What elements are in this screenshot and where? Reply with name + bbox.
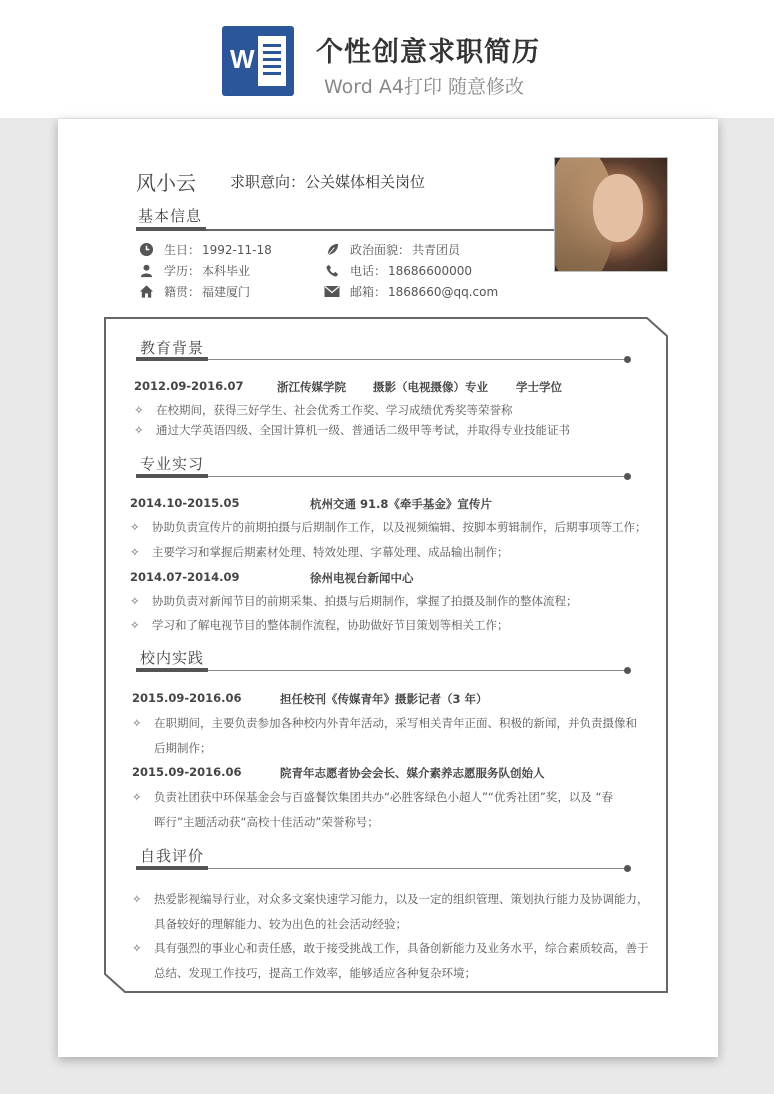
internship-date: 2014.10-2015.05 bbox=[130, 496, 240, 510]
campus-rule-dot bbox=[624, 667, 631, 674]
list-item: ✧ 在校期间，获得三好学生、社会优秀工作奖、学习成绩优秀奖等荣誉称 bbox=[134, 403, 513, 417]
education-degree: 学士学位 bbox=[516, 380, 562, 394]
word-logo-icon: W bbox=[222, 26, 294, 96]
list-item: ✧ 协助负责宣传片的前期拍摄与后期制作工作，以及视频编辑、按脚本剪辑制作，后期事项等工作； bbox=[130, 520, 647, 534]
internship-org: 杭州交通 91.8《牵手基金》宣传片 bbox=[310, 497, 492, 511]
evaluation-rule bbox=[136, 868, 628, 869]
campus-role: 担任校刊《传媒青年》摄影记者（3 年） bbox=[280, 692, 488, 706]
evaluation-heading: 自我评价 bbox=[140, 847, 205, 865]
campus-date: 2015.09-2016.06 bbox=[132, 765, 242, 779]
mail-icon bbox=[324, 284, 340, 300]
list-item: ✧ 协助负责对新闻节目的前期采集、拍摄与后期制作，掌握了拍摄及制作的整体流程； bbox=[130, 594, 578, 608]
person-icon bbox=[138, 263, 154, 279]
education-major: 摄影（电视摄像）专业 bbox=[373, 380, 488, 394]
education-date: 2012.09-2016.07 bbox=[134, 379, 244, 393]
info-birthday: 生日： 1992-11-18 bbox=[138, 241, 272, 258]
list-item-continuation: 晖行”主题活动获“高校十佳活动”荣誉称号； bbox=[154, 815, 379, 829]
banner bbox=[0, 0, 774, 118]
internship-tab bbox=[136, 474, 208, 478]
internship-date: 2014.07-2014.09 bbox=[130, 570, 240, 584]
info-hometown: 籍贯： 福建厦门 bbox=[138, 283, 250, 300]
campus-tab bbox=[136, 668, 208, 672]
candidate-name: 风小云 bbox=[136, 171, 196, 195]
list-item: ✧ 主要学习和掌握后期素材处理、特效处理、字幕处理、成品输出制作； bbox=[130, 545, 509, 559]
info-phone: 电话： 18686600000 bbox=[324, 262, 472, 279]
list-item-continuation: 总结、发现工作技巧，提高工作效率，能够适应各种复杂环境； bbox=[154, 966, 476, 980]
education-tab bbox=[136, 357, 208, 361]
list-item-continuation: 后期制作； bbox=[154, 741, 212, 755]
internship-heading: 专业实习 bbox=[140, 455, 205, 473]
list-item-continuation: 具备较好的理解能力、较为出色的社会活动经验； bbox=[154, 917, 407, 931]
internship-org: 徐州电视台新闻中心 bbox=[310, 571, 414, 585]
info-political: 政治面貌： 共青团员 bbox=[324, 241, 460, 258]
info-education: 学历： 本科毕业 bbox=[138, 262, 250, 279]
resume-page bbox=[58, 119, 718, 1057]
campus-date: 2015.09-2016.06 bbox=[132, 691, 242, 705]
evaluation-rule-dot bbox=[624, 865, 631, 872]
list-item: ✧ 在职期间，主要负责参加各种校内外青年活动，采写相关青年正面、积极的新闻，并负责摄像和 bbox=[132, 716, 637, 730]
basic-info-tab bbox=[136, 227, 206, 231]
list-item: ✧ 负责社团获中环保基金会与百盛餐饮集团共办“必胜客绿色小超人”“优秀社团”奖，以及 “春 bbox=[132, 790, 613, 804]
clock-icon bbox=[138, 242, 154, 258]
internship-rule-dot bbox=[624, 473, 631, 480]
info-email: 邮箱： 1868660@qq.com bbox=[324, 283, 498, 300]
leaf-icon bbox=[324, 242, 340, 258]
education-school: 浙江传媒学院 bbox=[277, 380, 346, 394]
evaluation-tab bbox=[136, 866, 208, 870]
list-item: ✧ 学习和了解电视节目的整体制作流程，协助做好节目策划等相关工作； bbox=[130, 618, 509, 632]
education-rule bbox=[136, 359, 628, 360]
list-item: ✧ 具有强烈的事业心和责任感，敢于接受挑战工作，具备创新能力及业务水平，综合素质较高，善于 bbox=[132, 941, 649, 955]
campus-rule bbox=[136, 670, 628, 671]
banner-subtitle: Word A4打印 随意修改 bbox=[324, 76, 525, 98]
education-rule-dot bbox=[624, 356, 631, 363]
phone-icon bbox=[324, 263, 340, 279]
internship-rule bbox=[136, 476, 628, 477]
campus-heading: 校内实践 bbox=[140, 649, 205, 667]
job-intent: 求职意向：公关媒体相关岗位 bbox=[230, 173, 426, 191]
list-item: ✧ 通过大学英语四级、全国计算机一级、普通话二级甲等考试，并取得专业技能证书 bbox=[134, 423, 570, 437]
education-heading: 教育背景 bbox=[140, 339, 205, 357]
profile-photo bbox=[554, 157, 668, 272]
home-icon bbox=[138, 284, 154, 300]
banner-title: 个性创意求职简历 bbox=[316, 37, 540, 68]
list-item: ✧ 热爱影视编导行业，对众多文案快速学习能力，以及一定的组织管理、策划执行能力及协调能力， bbox=[132, 892, 649, 906]
basic-info-heading: 基本信息 bbox=[138, 207, 203, 225]
campus-role: 院青年志愿者协会会长、媒介素养志愿服务队创始人 bbox=[280, 766, 545, 780]
